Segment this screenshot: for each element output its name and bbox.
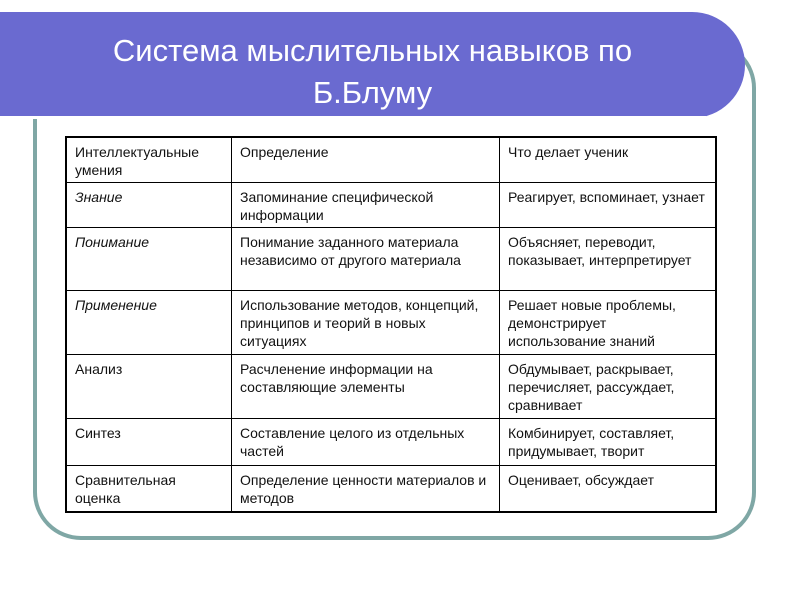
table-row <box>66 419 716 466</box>
cell-skill: Синтез <box>66 419 232 466</box>
title-banner <box>0 12 745 118</box>
table-row <box>66 228 716 291</box>
title-line-1: Система мыслительных навыков по <box>112 33 633 68</box>
cell-skill: Понимание <box>66 228 232 291</box>
title-underline <box>0 116 706 119</box>
cell-definition: Понимание заданного материала независимо от другого материала <box>232 228 500 291</box>
header-definition: Определение <box>232 137 500 183</box>
table-header-row <box>66 137 716 183</box>
cell-student: Обдумывает, раскрывает, перечисляет, рассуждает, сравнивает <box>500 355 717 419</box>
cell-skill: Знание <box>66 183 232 228</box>
slide-title <box>0 30 745 114</box>
cell-student: Комбинирует, составляет, придумывает, творит <box>500 419 717 466</box>
table-row <box>66 183 716 228</box>
cell-student: Объясняет, переводит, показывает, интерпретирует <box>500 228 717 291</box>
cell-definition: Составление целого из отдельных частей <box>232 419 500 466</box>
table-row <box>66 291 716 355</box>
cell-student: Решает новые проблемы, демонстрирует использование знаний <box>500 291 717 355</box>
table-row <box>66 355 716 419</box>
cell-definition: Запоминание специфической информации <box>232 183 500 228</box>
cell-definition: Использование методов, концепций, принципов и теорий в новых ситуациях <box>232 291 500 355</box>
cell-skill: Сравнительная оценка <box>66 466 232 512</box>
cell-student: Оценивает, обсуждает <box>500 466 717 512</box>
cell-student: Реагирует, вспоминает, узнает <box>500 183 717 228</box>
table-row <box>66 466 716 512</box>
cell-skill: Применение <box>66 291 232 355</box>
cell-skill: Анализ <box>66 355 232 419</box>
header-student: Что делает ученик <box>500 137 717 183</box>
title-line-2: Б.Блуму <box>312 75 433 110</box>
cell-definition: Определение ценности материалов и методов <box>232 466 500 512</box>
header-skill: Интеллектуальные умения <box>66 137 232 183</box>
bloom-taxonomy-table <box>65 136 717 513</box>
cell-definition: Расчленение информации на составляющие элементы <box>232 355 500 419</box>
